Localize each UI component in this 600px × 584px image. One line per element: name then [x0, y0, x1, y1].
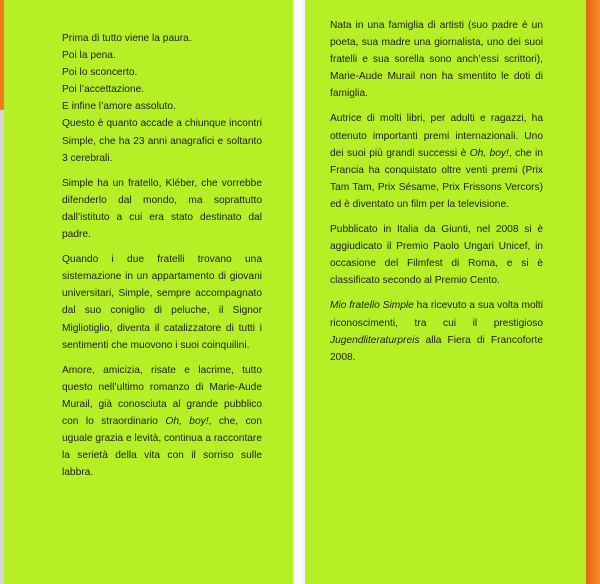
- book-title: Oh, boy!: [469, 147, 509, 159]
- text-run: , che, con uguale grazia e levità, continua a raccontare la serietà della vita con il sorriso sulle labbra.: [62, 415, 262, 479]
- paragraph: [330, 297, 543, 365]
- paragraph: [330, 110, 543, 213]
- right-page-text: [330, 17, 543, 366]
- verse-line: Prima di tutto viene la paura.: [62, 33, 192, 44]
- award-name: Jugendliteraturpreis: [330, 334, 420, 346]
- paragraph: Nata in una famiglia di artisti (suo padre è un poeta, sua madre una giornalista, uno dei suoi fratelli e sua sorella sono anch’essi scrittori), Marie-Aude Murail non ha smentito le doti di famiglia.: [330, 20, 543, 100]
- verse-line: Poi lo sconcerto.: [62, 67, 138, 79]
- text-run: , che in Francia ha conquistato oltre venti premi (Prix Tam Tam, Prix Sésame, Prix Frissons Vercors) ed è diventato un film per la televisione.: [330, 147, 543, 210]
- paragraph: [62, 362, 262, 482]
- verse-line: Poi l’accettazione.: [62, 84, 145, 96]
- book-gutter: [293, 0, 305, 584]
- text-run: Autrice di molti libri, per adulti e ragazzi, ha ottenuto importanti premi internazionali. Uno dei suoi più grandi successi è: [330, 113, 543, 159]
- paragraph: Questo è quanto accade a chiunque incontri Simple, che ha 23 anni anagrafici e soltanto 3 cerebrali.: [62, 118, 262, 164]
- text-run: ha ricevuto a sua volta molti riconoscimenti, tra cui il prestigioso: [330, 300, 544, 329]
- book-title: Mio fratello Simple: [330, 300, 414, 312]
- paragraph: Pubblicato in Italia da Giunti, nel 2008 si è aggiudicato il Premio Paolo Ungari Unicef, in occasione del Filmfest di Roma, e si è classificato secondo al Premio Cento.: [330, 224, 543, 287]
- verse-line: Poi la pena.: [62, 50, 116, 62]
- book-spine: [586, 0, 600, 584]
- left-page-text: [62, 30, 262, 481]
- text-run: alla Fiera di Francoforte 2008.: [330, 334, 543, 363]
- verse-line: E infine l’amore assoluto.: [62, 101, 176, 113]
- text-run: Amore, amicizia, risate e lacrime, tutto questo nell’ultimo romanzo di Marie-Aude Murail, già conosciuta al grande pubblico con lo straordinario: [62, 364, 262, 427]
- paragraph: Simple ha un fratello, Kléber, che vorrebbe difenderlo dal mondo, ma soprattutto dall’istituto a cui era stato destinato dal padre.: [62, 177, 262, 241]
- paragraph: Quando i due fratelli trovano una sistemazione in un appartamento di giovani universitari, Simple, sempre accompagnato dal suo coniglio di peluche, il Signor Migliotiglio, diventa il catalizzatore di tutti i sentimenti che muovono i suoi coinquilini.: [62, 254, 262, 351]
- book-title: Oh, boy!: [165, 415, 209, 427]
